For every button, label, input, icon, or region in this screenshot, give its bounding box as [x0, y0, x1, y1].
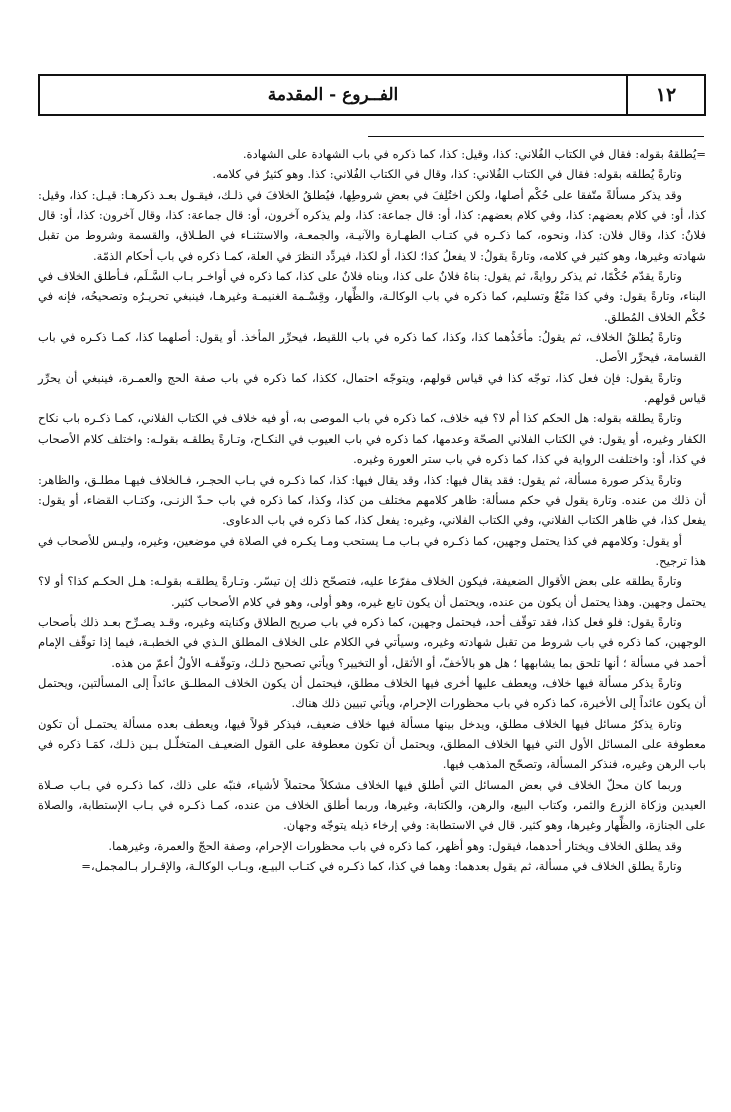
paragraph: وتارة يذكرُ مسائل فيها الخلاف مطلق، ويدخل بينها مسألة فيها خلاف ضعيف، فيذكر قولاً فيها، ويعطف بعده مسألة يحتمـل أن تكون معطوفة على المسائل الأول التي فيها الخلاف المطلق، ويحتمل أن تكون معطوفة على القول الضعيـف المتخلّـل بـين ذلـك، كمَـا ذكره في باب الرهن وغيره، فنذكر المسألة، وتصحّح المذهب فيها.: [38, 716, 706, 772]
paragraph: وتارةً يطلق الخلاف في مسألة، ثم يقول بعدهما: وهما في كذا، كما ذكـره في كتـاب البيـع، وبـاب الوكالـة، والإقـرار بـالمجمل،=: [81, 859, 682, 874]
paragraph: وقد يذكر مسألةً متّفقا على حُكْم أصلها، ولكن اختُلِفَ في بعضِ شروطِها، فيُطلقُ الخلافَ في ذلـك، فيقـول بعـد ذكرهـا: قيـل: كذا، وقيل: كذا، أو: في كلام بعضهم: كذا، وفي كلام بعضهم: كذا، أو: قال جماعة: كذا، ولم يذكره آخرون، أو: قال جماعة: كذا، وقال آخرون: كذا، أو: قال فلانٌ: كذا، وقال فلان: كذا، ونحوه، كما ذكـره في كتـاب الطهـارة والآنيـة، والجمعـة، والاستثنـاء في الطـلاق، والقسمة وشروط من تقبل شهادته وغيرها، وهو كثير في كلامه، وتارةً يقولُ: لا يفعلُ كذا؛ لكذا، أو لكذا، فيردِّد النظرَ في العلة، كمـا ذكره في باب أحكام الذمّة.: [38, 187, 706, 263]
page-number: ١٢: [626, 76, 704, 114]
paragraph: أو يقول: وكلامهم في كذا يحتمل وجهين، كما ذكـره في بـاب مـا يستحب ومـا يكـره في الصلاة في موضعين، وغيره، وليـس للأصحاب في هذا ترجيح.: [38, 533, 706, 568]
paragraph: وتارةً يذكر مسألة فيها خلاف، ويعطف عليها أخرى فيها الخلاف مطلق، فيحتمل أن يكون الخلاف المطلـق عائداً إلى المسألتين، ويحتمل أن يكون عائداً إلى الأخيرة، كما ذكره في باب محظورات الإحرام، ويأتي تبيين ذلك هناك.: [38, 675, 706, 711]
paragraph: وتارةً يطلقه بقوله: هل الحكم كذا أم لا؟ فيه خلاف، كما ذكره في باب الموصى به، أو فيه خلاف في الكتاب الفلاني، كمـا ذكـره باب نكاح الكفار وغيره، أو يقول: في الكتاب الفلاني الصحّة وعدمها، كما ذكره في باب العيوب في النكـاح، وتـارةً يطلقـه بقولـه: واختلف كلام الأصحاب في كذا، أو: واختلفت الرواية في كذا، كما ذكره في باب ستر العورة وغيره.: [38, 411, 706, 467]
paragraph: وتارةً يذكر صورة مسألة، ثم يقول: فقد يقال فيها: كذا، وقد يقال فيها: كذا، كما ذكـره في بـاب الحجـر، فـالخلاف فيهـا مطلـق، والظاهر: أن ذلك من عنده. وتارة يقول في حكم مسألة: ظاهر كلامهم مختلف من كذا، وكذا، كما ذكره في باب حـدّ الزنـى، وكتـاب القضاء، أو يقول: يفعل كذا، في ظاهر الكتاب الفلاني، وفي الكتاب الفلاني، وغيره: يفعل كذا، كما ذكره في باب الدعاوى.: [38, 472, 706, 528]
paragraph: =يُطلقهُ بقوله: فقال في الكتاب الفُلاني: كذا، وقيل: كذا، كما ذكره في باب الشهادة على الشهادة.: [242, 147, 706, 161]
header-rule: [368, 136, 704, 137]
paragraph: وتارةً يطلقه على بعض الأقوال الضعيفة، فيكون الخلاف مفرّعا عليه، فتصحّح ذلك إن تيسّر. وتـارةً يطلقـه بقولـه: هـل الحكـم كذا؟ أو لا؟ يحتمل وجهين. وهذا يحتمل أن يكون من عنده، ويحتمل أن يكون تابع غيره، وهو أولى، وهو في كلام الأصحاب كثير.: [38, 574, 706, 609]
paragraph: وتارةً يُطلقُ الخلاف، ثم يقولُ: مأخَذُهما كذا، وكذا، كما ذكره في باب اللقيط، فيحرِّر المأخذ. أو يقول: أصلهما كذا، كمـا ذكـره في باب القسامة، فيحرِّر الأصل.: [38, 330, 706, 365]
paragraph: وتارةً يقول: فلو فعل كذا، فقد توقّف أحد، فيحتمل وجهين، كما ذكره في باب صريح الطلاق وكنايته وغيره، وقـد يصـرِّح بعـد ذلك بأصحاب الوجهين، كما ذكره في باب شروط من تقبل شهادته وغيره، وسيأتي في الكلام على الخلاف المطلق الـذي في الخطبـة، فيما إذا توقّف الإمام أحمد في مسألة ؛ أنها تلحق بما يشابهها ؛ هل هو بالأخفّ، أو الأثقل، أو التخيير؟ ويأتي تصحيح ذلـك، وتوقّفـه الأولُ أعمّ من هذه.: [38, 614, 706, 670]
body-text: [38, 144, 706, 876]
paragraph: وتارةً يُطلقه بقوله: فقال في الكتاب الفُلاني: كذا، وقال في الكتاب الفُلاني: كذا. وهو كثيرٌ في كلامه.: [212, 167, 682, 182]
paragraph: وقد يطلق الخلاف ويختار أحدهما، فيقول: وهو أظهر، كما ذكره في باب محظورات الإحرام، وصفة الحجّ والعمرة، وغيرهما.: [108, 838, 682, 853]
page-header: [38, 74, 706, 116]
paragraph: وتارةً يقول: فإن فعل كذا، توجّه كذا في قياس قولهم، ويتوجّه احتمال، ككذا، كما ذكره في باب صفة الحج والعمـرة، فينبغي أن يحرِّر قياس قولهم.: [38, 370, 706, 406]
running-title: الفــروع - المقدمة: [267, 85, 399, 105]
paragraph: وربما كان محلّ الخلاف في بعض المسائل التي أطلق فيها الخلاف مشكلاً محتملاً لأشياء، فنبّه على ذلك، كما ذكـره في بـاب صـلاة العيدين وزكاة الزرع والثمر، وكتاب البيع، والرهن، والكتابة، وغيرها، وربما أطلق الخلاف من عنده، كمـا ذكـره في بـاب الإستطابة، والصلاة على الجنازة، والظِّهار وغيرها، وهو كثير. قال في الاستطابة: وفي إرخاء ذيله يتوجّه وجهان.: [38, 777, 706, 833]
paragraph: وتارةً يقدّم حُكْمًا، ثم يذكر روايةً، ثم يقول: بناهُ فلانٌ على كذا، وبناه فلانٌ على كذا، كما ذكره في أواخـر بـاب السَّـلَم، فـأطلق الخلاف في البناء، وتارةً يقول: وفي كذا مَنْعٌ وتسليم، كما ذكره في باب الوكالـة، والظِّهار، وقِسْـمة الغنيمـة وغيرهـا، فينبغي تحريـرُه وتصحيحُه، فإنه في حُكْم الخلاف المُطلق.: [38, 269, 706, 324]
